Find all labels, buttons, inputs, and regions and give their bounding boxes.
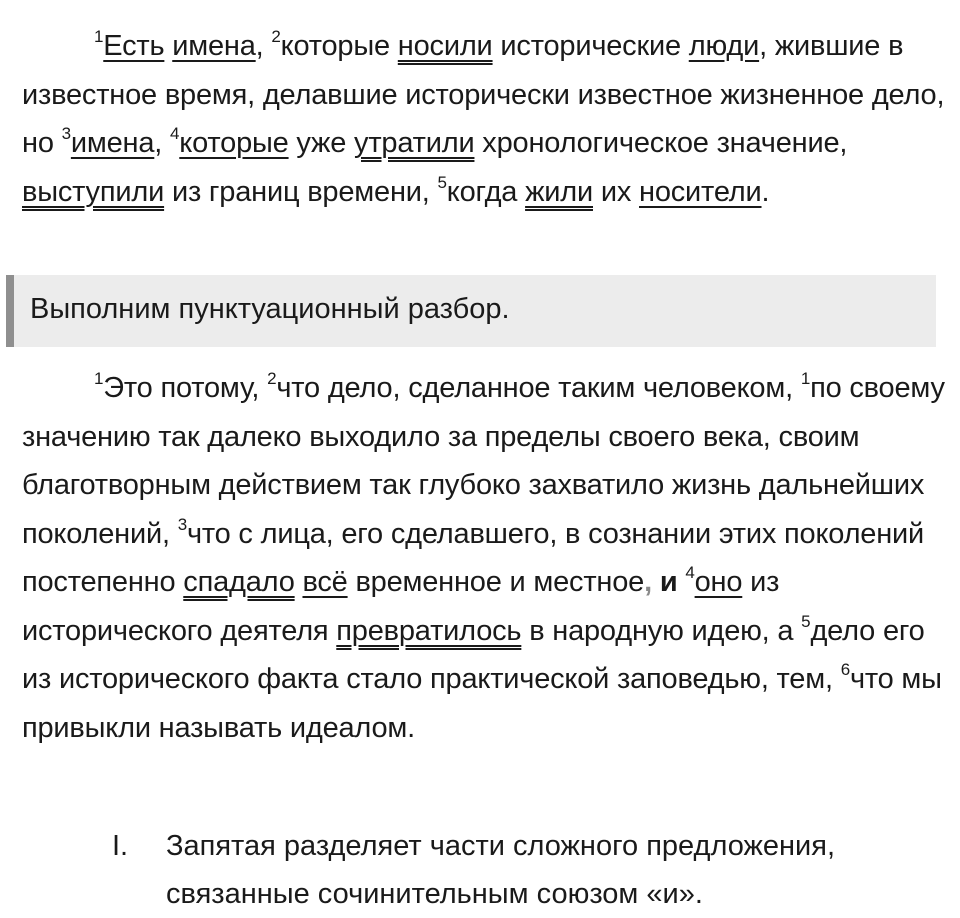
part-number: 4	[170, 124, 180, 143]
list-number: I.	[112, 830, 129, 862]
text: временное и местное	[347, 566, 645, 598]
text: когда	[446, 175, 526, 208]
part-number: 1	[94, 27, 104, 46]
text: исторические	[492, 30, 689, 62]
part-number: 6	[840, 660, 850, 679]
text: из границ времени,	[164, 175, 438, 208]
text: которые	[280, 30, 398, 62]
text: по своему значению так далеко выходило за пределы своего века, своим благотворным действием так глубоко захватило жизнь дальнейших поколений,	[22, 372, 945, 550]
text: их	[593, 175, 640, 208]
subject: оно	[694, 566, 743, 598]
predicate: спадало	[183, 566, 295, 598]
subject: всё	[302, 566, 348, 598]
note-box	[6, 275, 936, 347]
subject: имена	[172, 30, 256, 62]
subject: носители	[639, 175, 762, 208]
predicate: носили	[397, 30, 493, 62]
predicate: выступили	[22, 175, 165, 208]
list-item-text: Запятая разделяет части сложного предложения, связанные сочинительным союзом «и».	[166, 830, 835, 910]
part-number: 5	[801, 611, 811, 631]
text: дело его из исторического факта стало практической заповедью, тем,	[22, 614, 925, 695]
part-number: 3	[177, 514, 187, 534]
predicate: утратили	[354, 127, 475, 159]
text	[652, 566, 660, 598]
text: что мы привыкли называть идеалом.	[22, 663, 942, 744]
part-number: 3	[61, 124, 71, 143]
text: ,	[255, 30, 272, 62]
text: уже	[288, 127, 355, 159]
text: ,	[154, 127, 171, 159]
note-text: Выполним пунктуационный разбор.	[30, 293, 510, 325]
part-number: 4	[685, 563, 695, 582]
highlighted-comma: ,	[644, 566, 652, 598]
subject: которые	[179, 127, 289, 159]
part-number: 2	[267, 369, 277, 388]
conjunction: и	[659, 566, 678, 598]
predicate: жили	[525, 175, 593, 208]
text: из исторического деятеля	[22, 566, 780, 647]
text: что с лица, его сделавшего, в сознании этих поколений постепенно	[22, 517, 925, 598]
part-number: 5	[437, 172, 447, 192]
part-number: 2	[271, 27, 281, 46]
sentence-2-paragraph	[22, 364, 947, 752]
text: хронологическое значение,	[474, 127, 848, 159]
text: , жившие в известное время, делавшие исторически известное жизненное дело, но	[22, 30, 945, 159]
part-number: 1	[94, 369, 104, 388]
subject: имена	[70, 127, 155, 159]
part-number: 1	[800, 369, 811, 388]
sentence-1-paragraph	[22, 22, 947, 216]
subject: люди	[688, 30, 760, 62]
subject: Есть	[103, 30, 165, 62]
text: Это потому,	[103, 372, 268, 404]
predicate: превратилось	[336, 614, 522, 647]
text: .	[761, 175, 770, 208]
text: что дело, сделанное таким человеком,	[276, 372, 801, 404]
text: в народную идею, а	[521, 614, 802, 647]
